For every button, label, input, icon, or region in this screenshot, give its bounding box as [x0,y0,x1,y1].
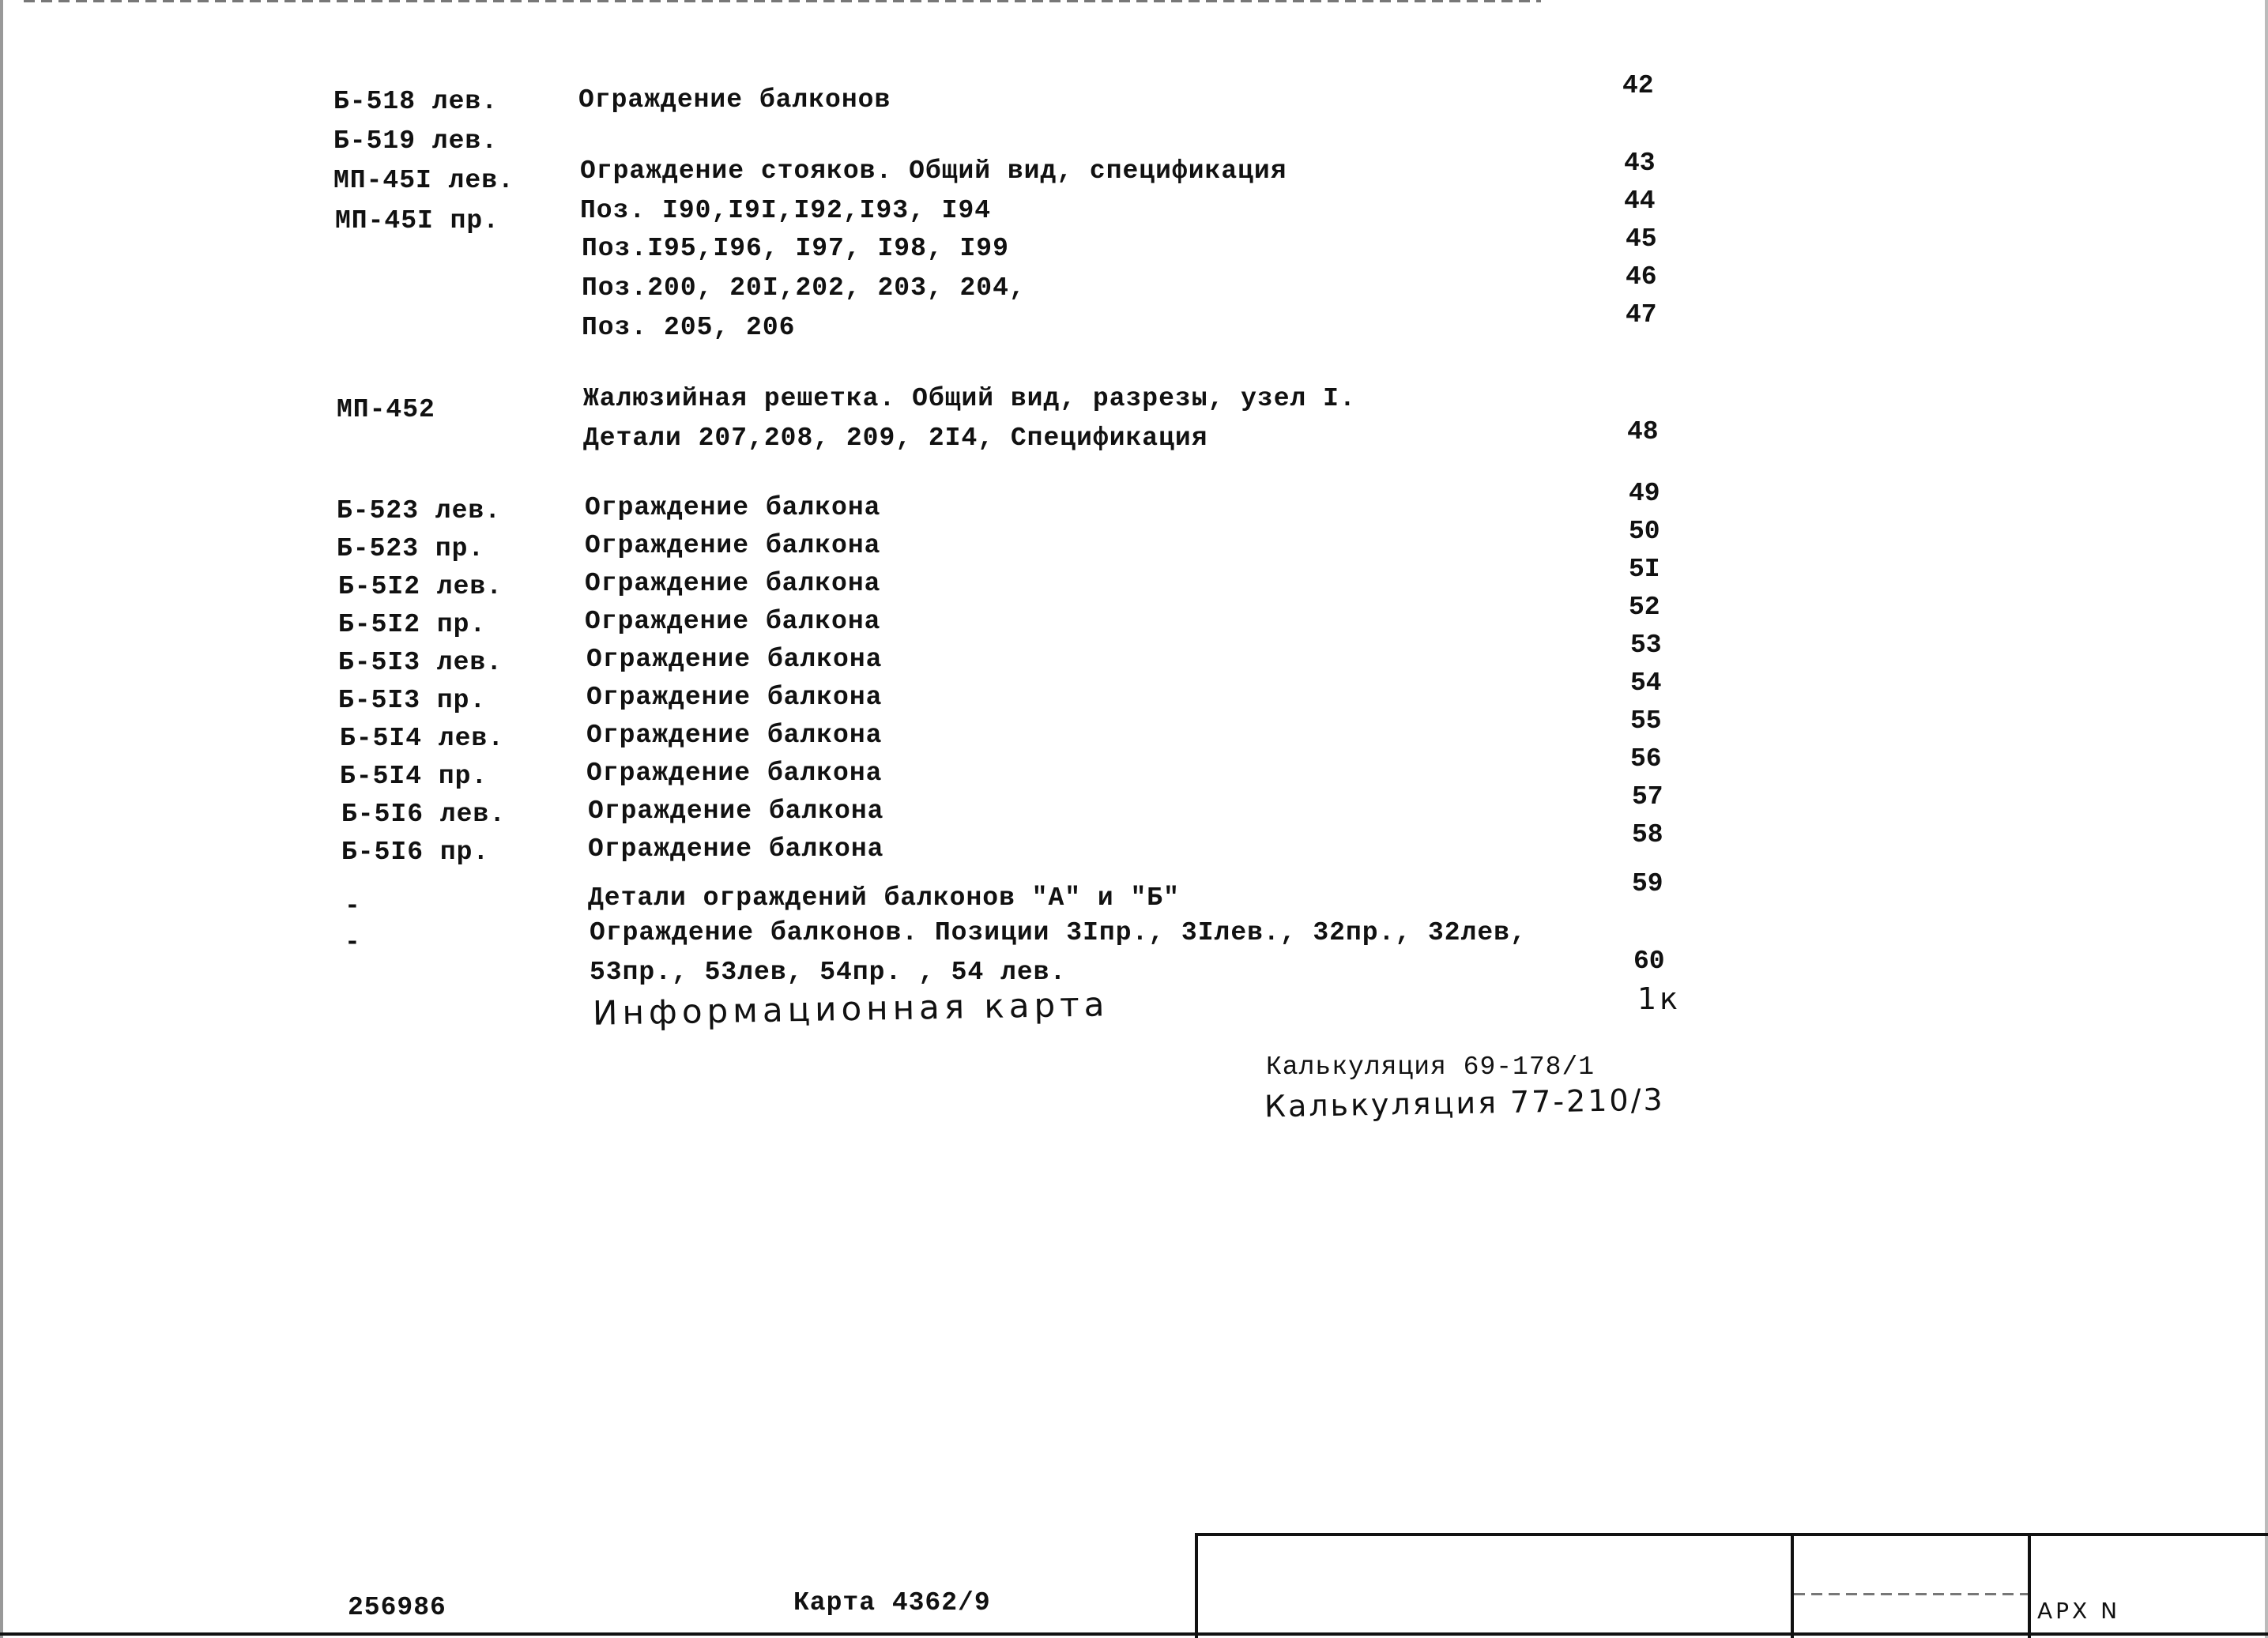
entry-code: Б-5I6 пр. [341,838,490,867]
entry-desc: Ограждение балконов. Позиции 3Iпр., 3Iлев., 32пр., 32лев, [590,918,1527,947]
archive-stamp: АРХ N [2037,1598,2121,1624]
entry-page: 50 [1629,517,1660,546]
entry-desc: Детали 207,208, 209, 2I4, Спецификация [583,424,1208,453]
info-card-handwritten: Информационная карта [592,985,1110,1033]
entry-desc: Поз. I90,I9I,I92,I93, I94 [580,196,992,225]
entry-code: Б-5I3 пр. [338,686,487,715]
entry-page: 43 [1624,149,1656,178]
entry-desc: Детали ограждений балконов "А" и "Б" [588,883,1180,913]
entry-desc: Жалюзийная решетка. Общий вид, разрезы, узел I. [583,384,1356,413]
entry-desc: 53пр., 53лев, 54пр. , 54 лев. [590,958,1067,987]
entry-desc: Ограждение балкона [585,531,881,560]
entry-code: МП-452 [337,395,435,424]
entry-page: 46 [1626,262,1657,292]
title-block-dashed-line [1794,1593,2028,1595]
entry-page: 59 [1632,869,1663,898]
entry-desc: Ограждение балкона [586,645,883,674]
entry-code: Б-5I4 пр. [340,762,488,791]
entry-desc: Ограждение балкона [586,721,883,750]
right-edge-line [2265,0,2268,1638]
entry-code: Б-523 пр. [337,534,485,563]
entry-page: 49 [1629,479,1660,508]
entry-dash: - [345,928,361,957]
entry-page: 42 [1622,71,1654,100]
card-label: Карта 4362/9 [793,1588,991,1617]
entry-desc: Поз.200, 20I,202, 203, 204, [582,273,1026,303]
entry-page: 53 [1630,631,1662,660]
entry-code: Б-519 лев. [333,126,499,156]
entry-page: 55 [1630,706,1662,736]
entry-desc: Ограждение стояков. Общий вид, спецификация [580,156,1287,186]
entry-page: 47 [1626,300,1657,329]
entry-code: МП-45I пр. [335,206,500,235]
entry-desc: Ограждение балкона [588,796,884,826]
entry-code: Б-5I4 лев. [340,724,505,753]
entry-desc: Ограждение балконов [578,85,891,115]
entry-desc: Ограждение балкона [586,683,883,712]
left-edge-line [0,0,3,1638]
entry-code: Б-5I6 лев. [341,800,507,829]
entry-page: 48 [1627,417,1659,446]
entry-page: 56 [1630,744,1662,774]
entry-page: 58 [1632,820,1663,849]
title-block-divider-2 [2028,1533,2031,1638]
entry-desc: Ограждение балкона [586,759,883,788]
entry-page: 54 [1630,668,1662,698]
info-card-page: 1к [1637,981,1682,1016]
entry-desc: Ограждение балкона [588,834,884,864]
calculation-1: Калькуляция 69-178/1 [1266,1052,1596,1082]
entry-desc: Ограждение балкона [585,607,881,636]
entry-code: Б-5I3 лев. [338,648,503,677]
entry-desc: Поз.I95,I96, I97, I98, I99 [582,234,1009,263]
entry-dash: - [345,891,361,921]
entry-desc: Поз. 205, 206 [582,313,796,342]
entry-page: 52 [1629,593,1660,622]
top-edge-artifact [24,0,1541,2]
inventory-number: 256986 [348,1593,446,1622]
entry-desc: Ограждение балкона [585,569,881,598]
entry-code: Б-518 лев. [333,87,499,116]
title-block-divider-1 [1791,1533,1794,1638]
entry-page: 45 [1626,224,1657,254]
title-block-top-border [1195,1533,2268,1536]
calculation-2: Калькуляция 77-210/3 [1264,1082,1665,1124]
entry-page: 60 [1633,947,1665,976]
entry-code: Б-5I2 лев. [338,572,503,601]
entry-page: 5I [1629,555,1660,584]
entry-page: 57 [1632,782,1663,811]
entry-code: МП-45I лев. [333,166,514,195]
bottom-border [0,1632,2268,1636]
entry-desc: Ограждение балкона [585,493,881,522]
entry-page: 44 [1624,186,1656,216]
entry-code: Б-5I2 пр. [338,610,487,639]
entry-code: Б-523 лев. [337,496,502,525]
title-block-left-border [1195,1533,1198,1638]
